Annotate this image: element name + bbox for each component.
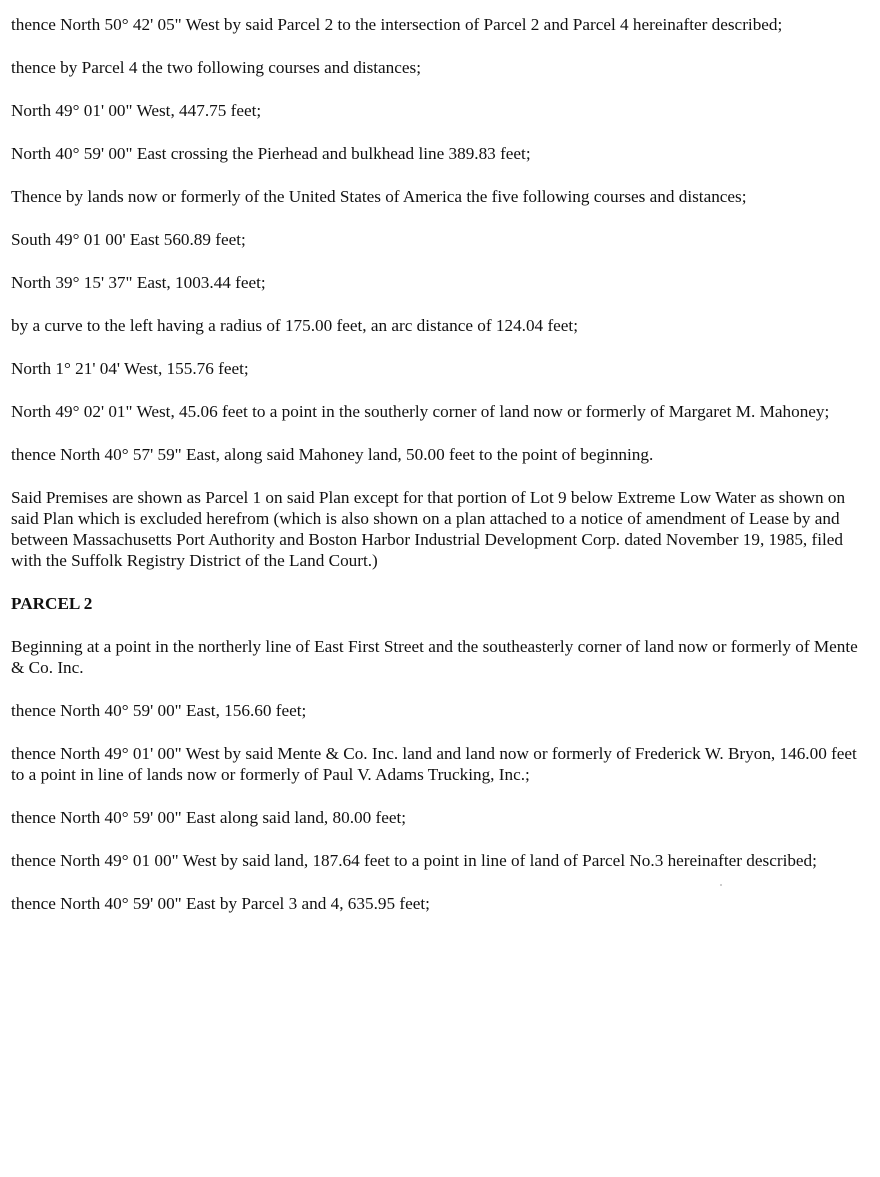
course-paragraph: by a curve to the left having a radius of 175.00 feet, an arc distance of 124.04 feet; bbox=[11, 316, 578, 335]
course-paragraph: North 49° 01' 00" West, 447.75 feet; bbox=[11, 101, 262, 120]
beginning-paragraph: Beginning at a point in the northerly line of East First Street and the southeasterly corner of land now or formerly of Mente & Co. Inc. bbox=[11, 637, 858, 677]
premises-paragraph: Said Premises are shown as Parcel 1 on said Plan except for that portion of Lot 9 below Extreme Low Water as shown on said Plan which is excluded herefrom (which is also shown on a plan attached to a notice of amendment of Lease by and between Massachusetts Port Authority and Boston Harbor Industrial Development Corp. dated November 19, 1985, filed with the Suffolk Registry District of the Land Court.) bbox=[11, 488, 846, 570]
course-paragraph: thence North 40° 59' 00" East by Parcel 3 and 4, 635.95 feet; bbox=[11, 894, 430, 913]
course-paragraph: North 1° 21' 04' West, 155.76 feet; bbox=[11, 359, 249, 378]
section-heading: PARCEL 2 bbox=[11, 594, 93, 613]
course-paragraph: thence North 49° 01' 00" West by said Mente & Co. Inc. land and land now or formerly of Frederick W. Bryon, 146.00 feet to a point in line of lands now or formerly of Paul V. Adams Trucking, Inc.; bbox=[11, 744, 857, 784]
course-paragraph: North 49° 02' 01" West, 45.06 feet to a point in the southerly corner of land now or formerly of Margaret M. Mahoney; bbox=[11, 402, 830, 421]
course-paragraph: thence North 40° 59' 00" East along said land, 80.00 feet; bbox=[11, 808, 407, 827]
course-paragraph: Thence by lands now or formerly of the United States of America the five following courses and distances; bbox=[11, 187, 747, 206]
document-page bbox=[11, 14, 861, 936]
course-paragraph: thence North 50° 42' 05" West by said Parcel 2 to the intersection of Parcel 2 and Parcel 4 hereinafter described; bbox=[11, 15, 783, 34]
course-paragraph: thence North 49° 01 00" West by said land, 187.64 feet to a point in line of land of Parcel No.3 hereinafter described; bbox=[11, 851, 817, 870]
course-paragraph: South 49° 01 00' East 560.89 feet; bbox=[11, 230, 246, 249]
course-paragraph: North 40° 59' 00" East crossing the Pierhead and bulkhead line 389.83 feet; bbox=[11, 144, 531, 163]
course-paragraph: North 39° 15' 37" East, 1003.44 feet; bbox=[11, 273, 266, 292]
course-paragraph: thence North 40° 57' 59" East, along said Mahoney land, 50.00 feet to the point of beginning. bbox=[11, 445, 654, 464]
scan-speck bbox=[720, 884, 722, 886]
course-paragraph: thence North 40° 59' 00" East, 156.60 feet; bbox=[11, 701, 307, 720]
course-paragraph: thence by Parcel 4 the two following courses and distances; bbox=[11, 58, 421, 77]
